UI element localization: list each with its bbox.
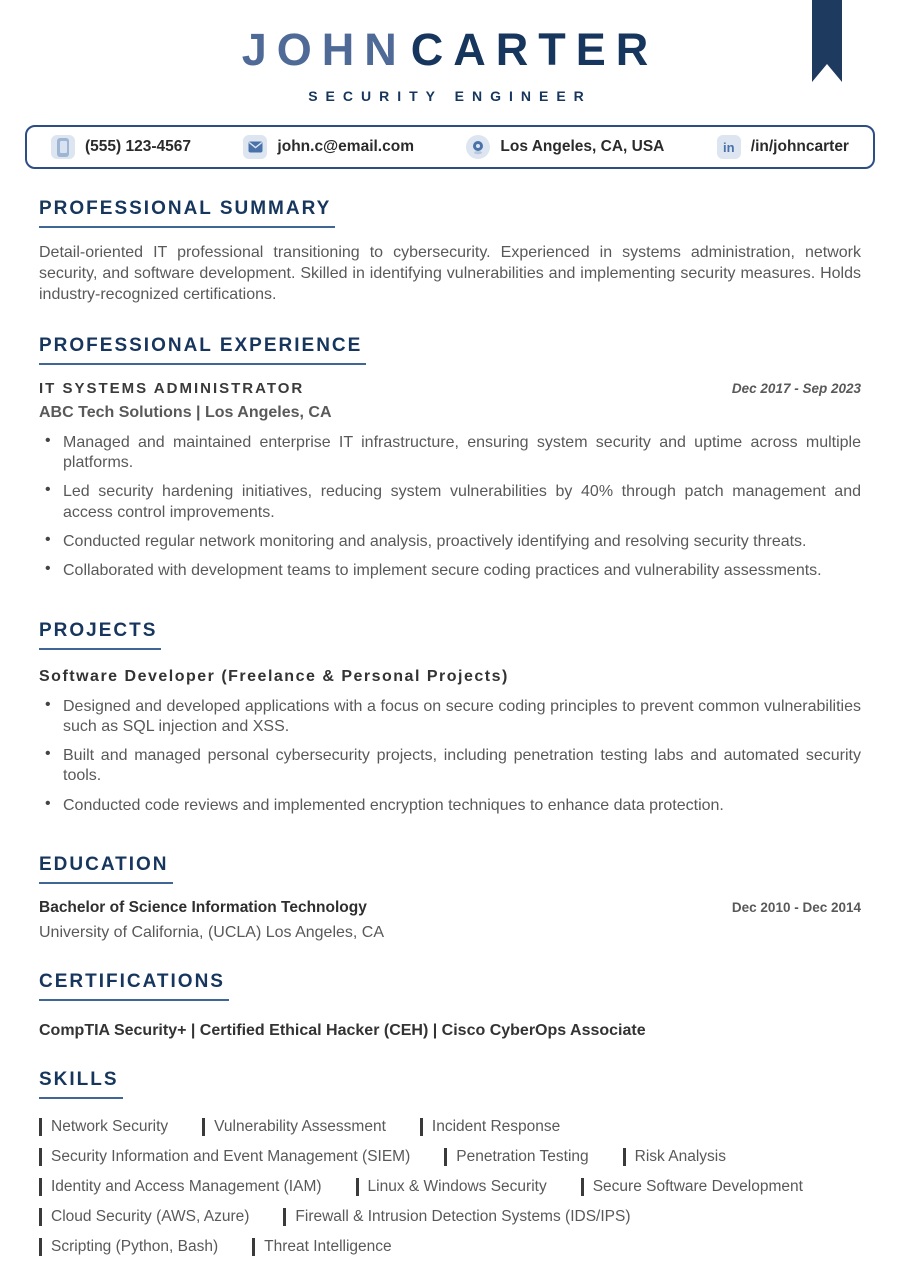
project-role: Software Developer (Freelance & Personal Projects) — [39, 667, 509, 685]
skill-bar-icon — [420, 1118, 423, 1136]
section-education — [39, 825, 861, 942]
experience-bullet-item: • Conducted regular network monitoring and analysis, proactively identifying and resolving security threats. — [45, 530, 807, 550]
skill-bar-icon — [39, 1178, 42, 1196]
skill-bar-icon — [39, 1238, 42, 1256]
contact-phone-text: (555) 123-4567 — [85, 138, 191, 156]
experience-bullet-item: • Led security hardening initiatives, reducing system vulnerabilities by 40% through patch management and access control improvements. — [45, 481, 861, 521]
section-title-certifications: CERTIFICATIONS — [39, 971, 229, 1001]
resume-header — [0, 0, 900, 104]
bullet-icon: • — [45, 431, 51, 449]
skill-item: Linux & Windows Security — [356, 1178, 547, 1196]
contact-bar — [25, 125, 875, 169]
contact-location[interactable] — [466, 135, 664, 159]
skill-item: Secure Software Development — [581, 1178, 803, 1196]
section-title-skills: SKILLS — [39, 1069, 123, 1099]
skill-bar-icon — [356, 1178, 359, 1196]
role-subtitle: SECURITY ENGINEER — [308, 88, 592, 105]
skill-item: Network Security — [39, 1118, 168, 1136]
skill-bar-icon — [252, 1238, 255, 1256]
job-title: IT SYSTEMS ADMINISTRATOR — [39, 379, 305, 397]
skill-row — [39, 1118, 861, 1136]
skill-item: Threat Intelligence — [252, 1238, 392, 1256]
skill-bar-icon — [623, 1148, 626, 1166]
section-title-summary: PROFESSIONAL SUMMARY — [39, 198, 335, 228]
section-skills — [39, 1040, 861, 1256]
name-first: JOHN — [241, 24, 407, 75]
education-dates: Dec 2010 - Dec 2014 — [731, 900, 861, 916]
bullet-icon: • — [45, 560, 51, 578]
skill-item: Incident Response — [420, 1118, 560, 1136]
skill-item: Cloud Security (AWS, Azure) — [39, 1208, 249, 1226]
skill-bar-icon — [283, 1208, 286, 1226]
skill-item: Identity and Access Management (IAM) — [39, 1178, 322, 1196]
skill-item: Firewall & Intrusion Detection Systems (IDS/IPS) — [283, 1208, 630, 1226]
skill-bar-icon — [444, 1148, 447, 1166]
project-bullet-item: • Conducted code reviews and implemented encryption techniques to enhance data protection. — [45, 794, 724, 814]
experience-bullet-item: • Managed and maintained enterprise IT infrastructure, ensuring system security and uptime across multiple platforms. — [45, 431, 861, 471]
contact-linkedin-text: /in/johncarter — [750, 138, 849, 156]
job-header — [39, 380, 861, 397]
job-dates: Dec 2017 - Sep 2023 — [731, 380, 861, 396]
job-company: ABC Tech Solutions | Los Angeles, CA — [39, 403, 332, 421]
skill-row — [39, 1178, 861, 1196]
project-bullets — [39, 697, 861, 817]
bullet-icon: • — [45, 745, 51, 763]
skill-row — [39, 1208, 861, 1226]
contact-phone[interactable] — [51, 135, 191, 159]
education-school: University of California, (UCLA) Los Angeles, CA — [39, 924, 385, 942]
bullet-icon: • — [45, 481, 51, 499]
bullet-icon: • — [45, 794, 51, 812]
experience-bullet-item: • Collaborated with development teams to implement secure coding practices and vulnerability assessments. — [45, 560, 822, 580]
skill-bar-icon — [581, 1178, 584, 1196]
skill-bar-icon — [39, 1148, 42, 1166]
skill-item: Penetration Testing — [444, 1148, 588, 1166]
bullet-icon: • — [45, 530, 51, 548]
skill-bar-icon — [39, 1208, 42, 1226]
education-degree: Bachelor of Science Information Technology — [39, 899, 367, 917]
skill-item: Security Information and Event Management (SIEM) — [39, 1148, 410, 1166]
skill-item: Scripting (Python, Bash) — [39, 1238, 218, 1256]
summary-text: Detail-oriented IT professional transitioning to cybersecurity. Experienced in systems administration, network security, and software development. Skilled in identifying vulnerabilities and implementing security measures. Holds industry-recognized certifications. — [39, 244, 861, 303]
bullet-icon: • — [45, 695, 51, 713]
page-title — [0, 26, 900, 73]
skill-bar-icon — [39, 1118, 42, 1136]
contact-location-text: Los Angeles, CA, USA — [500, 138, 665, 156]
skill-bar-icon — [202, 1118, 205, 1136]
education-header — [39, 899, 861, 917]
phone-icon — [51, 135, 75, 159]
skill-item: Vulnerability Assessment — [202, 1118, 386, 1136]
contact-linkedin[interactable] — [717, 135, 849, 159]
resume-content — [0, 169, 900, 1256]
contact-email-text: john.c@email.com — [277, 138, 414, 156]
contact-email[interactable] — [243, 135, 414, 159]
experience-bullets — [39, 433, 861, 582]
section-title-education: EDUCATION — [39, 854, 173, 884]
skill-row — [39, 1148, 861, 1166]
section-certifications — [39, 942, 861, 1040]
section-title-experience: PROFESSIONAL EXPERIENCE — [39, 335, 366, 365]
name-last: CARTER — [410, 24, 659, 75]
project-bullet-item: • Designed and developed applications with a focus on secure coding principles to prevent common vulnerabilities such as SQL injection and XSS. — [45, 695, 861, 735]
skills-list — [39, 1118, 861, 1256]
section-summary — [39, 169, 861, 305]
section-experience — [39, 306, 861, 582]
skill-item: Risk Analysis — [623, 1148, 726, 1166]
section-projects — [39, 591, 861, 817]
linkedin-icon: in — [717, 135, 741, 159]
email-icon — [243, 135, 267, 159]
project-bullet-item: • Built and managed personal cybersecurity projects, including penetration testing labs and automated security tools. — [45, 745, 861, 785]
skill-row — [39, 1238, 861, 1256]
certifications-line: CompTIA Security+ | Certified Ethical Hacker (CEH) | Cisco CyberOps Associate — [39, 1022, 646, 1040]
location-icon — [466, 135, 490, 159]
section-title-projects: PROJECTS — [39, 620, 161, 650]
